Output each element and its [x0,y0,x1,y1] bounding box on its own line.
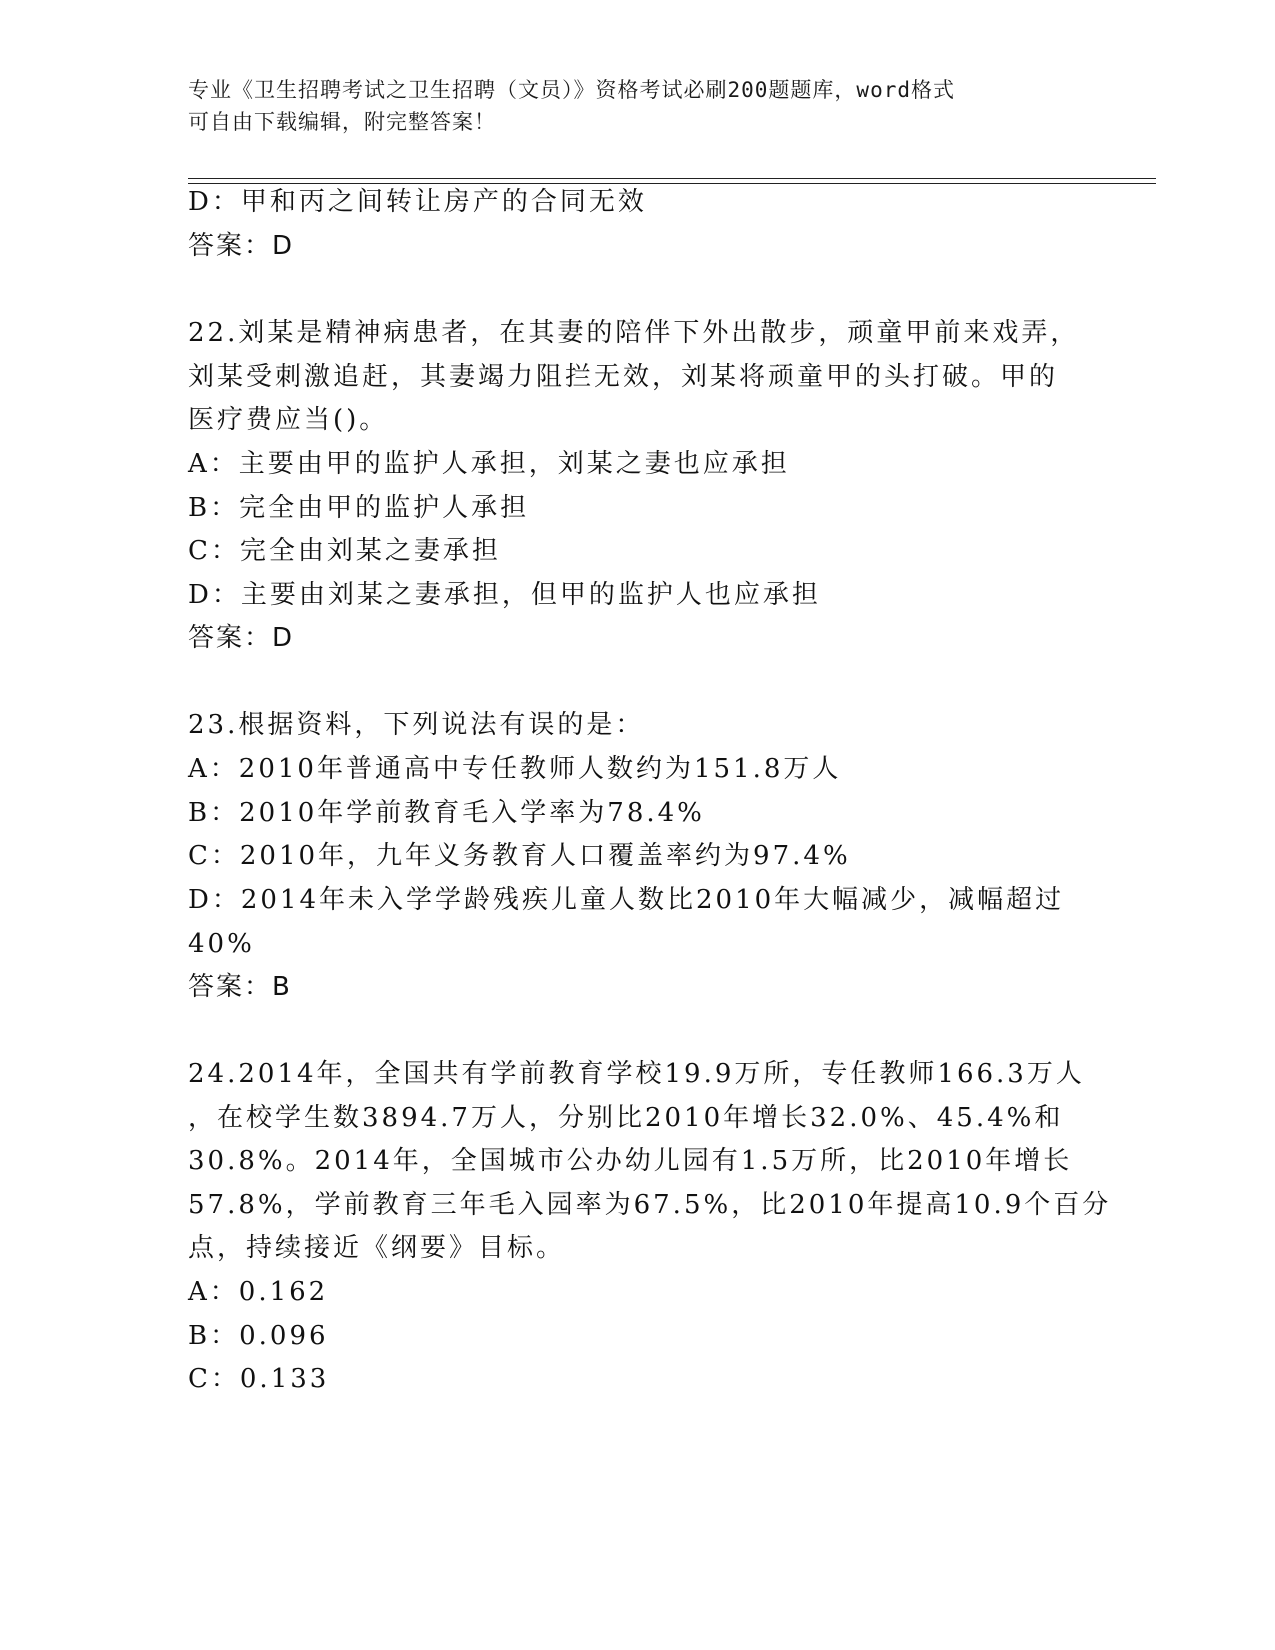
q22-stem-line-3: 医疗费应当()。 [188,405,389,435]
q23-stem: 23.根据资料，下列说法有误的是： [188,710,645,740]
q24-stem-line-4: 57.8%，学前教育三年毛入园率为67.5%，比2010年提高10.9个百分 [188,1190,1112,1220]
q24-stem-line-1: 24.2014年，全国共有学前教育学校19.9万所，专任教师166.3万人 [188,1059,1085,1089]
q22-stem-line-2: 刘某受刺激追赶，其妻竭力阻拦无效，刘某将顽童甲的头打破。甲的 [188,362,1059,392]
document-header [188,74,1068,138]
header-divider-top [188,178,1156,179]
q24-option-a: A：0.162 [188,1277,329,1307]
q23-option-c: C：2010年，九年义务教育人口覆盖率约为97.4% [188,841,851,871]
q22-stem-line-1: 22.刘某是精神病患者，在其妻的陪伴下外出散步，顽童甲前来戏弄， [188,318,1080,348]
q22-option-d: D：主要由刘某之妻承担，但甲的监护人也应承担 [188,580,821,610]
q24-stem-line-3: 30.8%。2014年，全国城市公办幼儿园有1.5万所，比2010年增长 [188,1146,1073,1176]
q22-option-a: A：主要由甲的监护人承担，刘某之妻也应承担 [188,449,790,479]
q24-stem-line-5: 点，持续接近《纲要》目标。 [188,1233,566,1263]
q23-answer: 答案：B [188,972,292,1002]
q24-option-c: C：0.133 [188,1364,330,1394]
prev-option-d: D：甲和丙之间转让房产的合同无效 [188,187,647,217]
q22-answer: 答案：D [188,623,295,653]
q23-option-d: D：2014年未入学学龄残疾儿童人数比2010年大幅减少，减幅超过 [188,885,1065,915]
q24-stem-line-2: ，在校学生数3894.7万人，分别比2010年增长32.0%、45.4%和 [188,1103,1064,1133]
q22-option-b: B：完全由甲的监护人承担 [188,493,530,523]
q23-option-a: A：2010年普通高中专任教师人数约为151.8万人 [188,754,842,784]
header-line-2: 可自由下载编辑，附完整答案！ [188,110,496,134]
q24-option-b: B：0.096 [188,1321,329,1351]
prev-answer: 答案：D [188,231,295,261]
q23-option-b: B：2010年学前教育毛入学率为78.4% [188,798,705,828]
header-divider-bottom [188,183,1156,184]
header-line-1: 专业《卫生招聘考试之卫生招聘（文员）》资格考试必刷200题题库，word格式 [188,78,955,102]
q22-option-c: C：完全由刘某之妻承担 [188,536,501,566]
q23-option-d-cont: 40% [188,929,255,959]
